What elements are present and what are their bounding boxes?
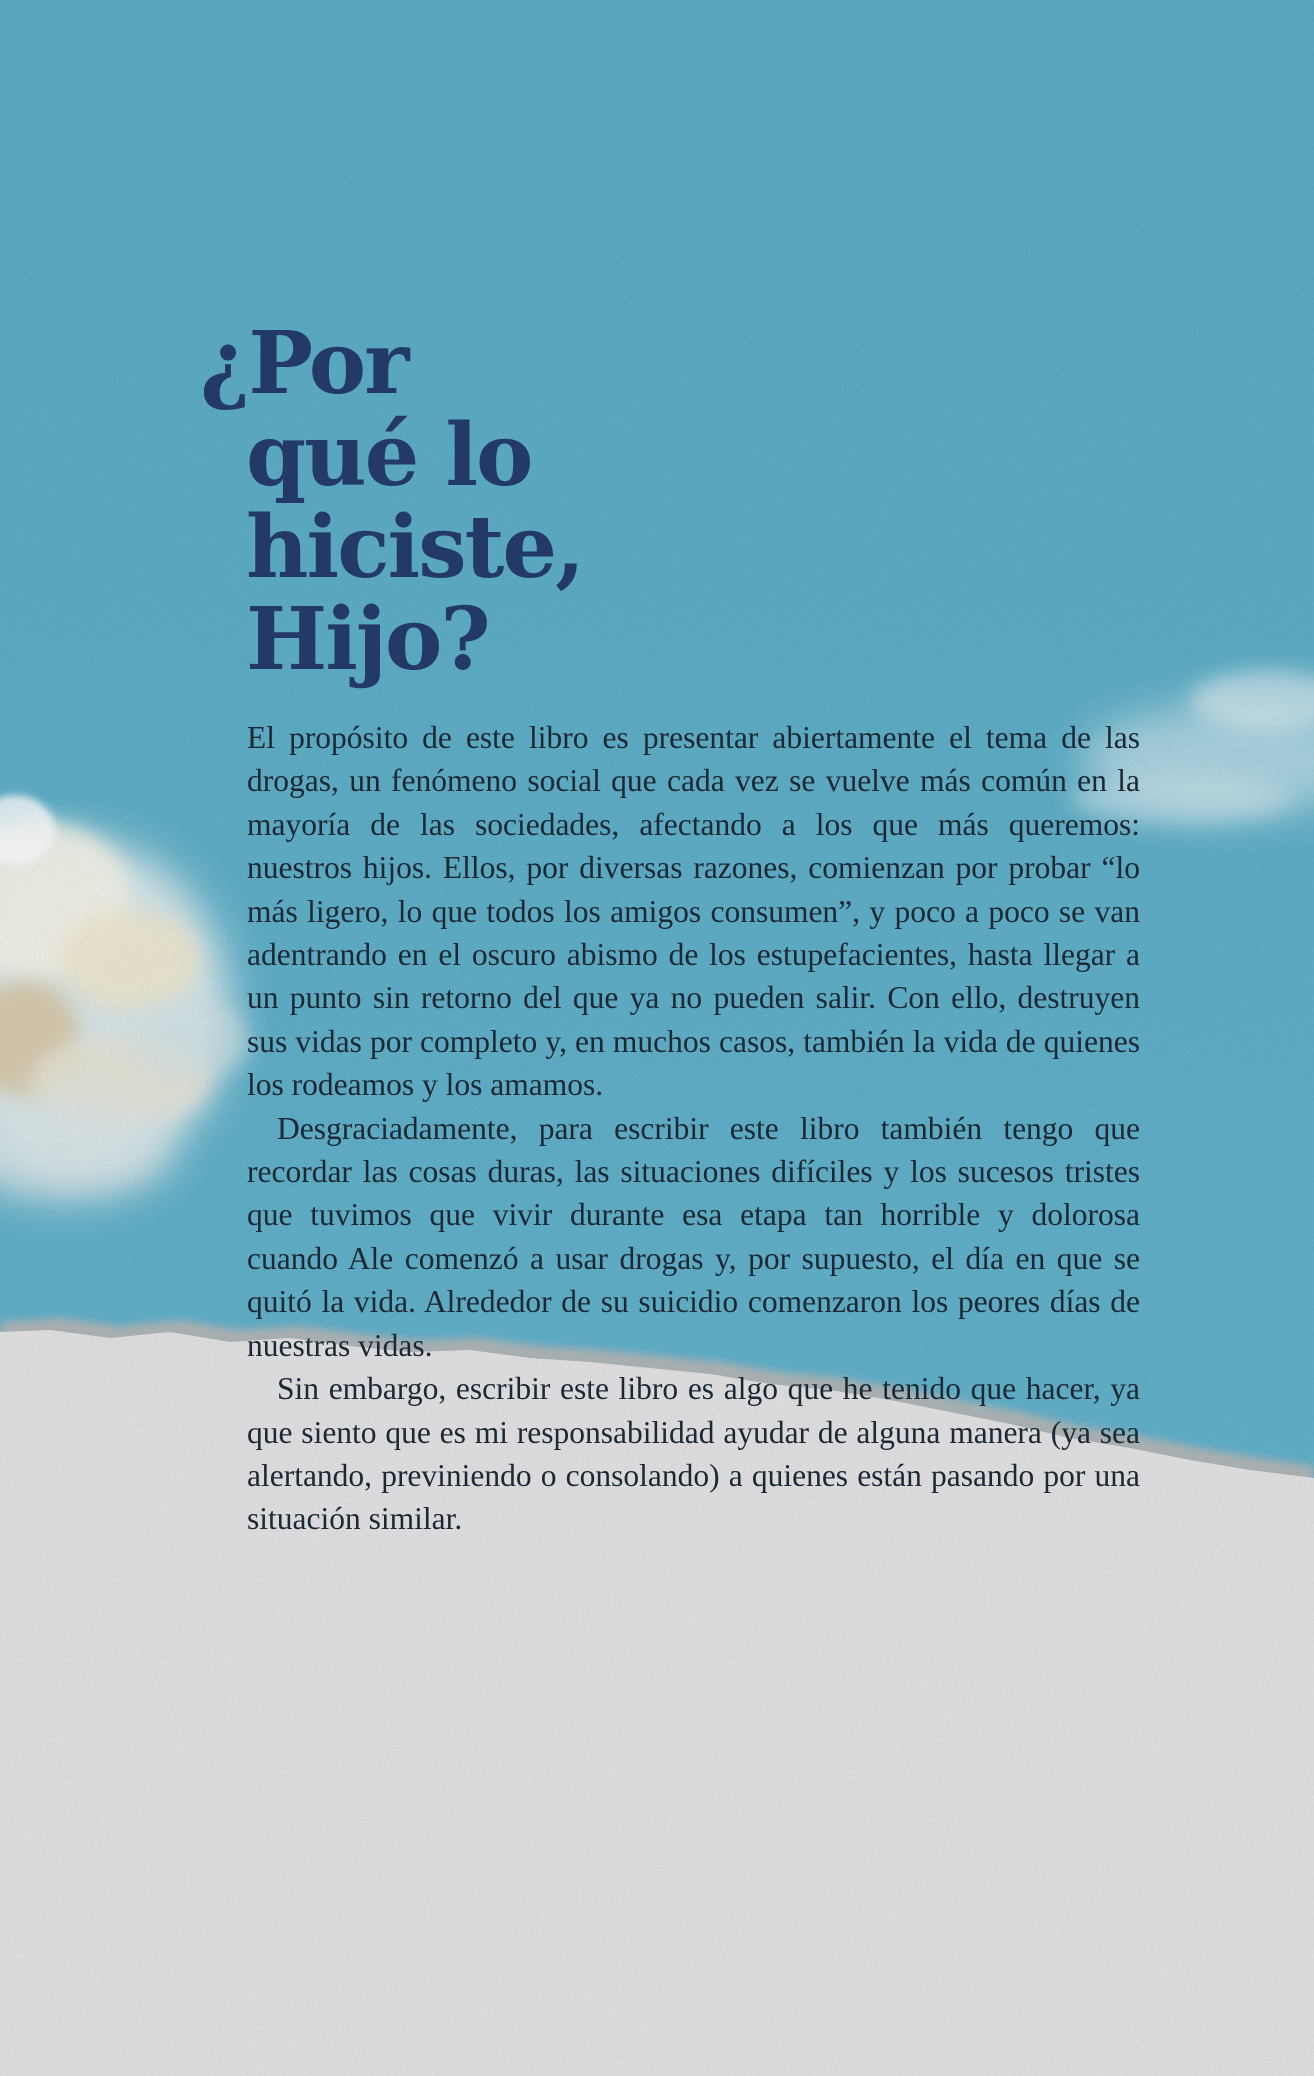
title-line-4: Hijo?	[246, 589, 489, 690]
body-text	[247, 716, 1140, 1541]
title-line-2: qué lo	[246, 405, 532, 506]
title-line-3: hiciste,	[246, 497, 584, 598]
paragraph-3: Sin embargo, escribir este libro es algo que he tenido que hacer, ya que siento que es mi responsabilidad ayudar de alguna manera (ya sea alertando, previniendo o consolando) a quienes están pasando por una situación similar.	[247, 1371, 1140, 1537]
title-line-1: ¿Por	[200, 313, 408, 414]
paragraph-2: Desgraciadamente, para escribir este libro también tengo que recordar las cosas duras, las situaciones difíciles y los sucesos tristes que tuvimos que vivir durante esa etapa tan horrible y dolorosa cuando Ale comenzó a usar drogas y, por supuesto, el día en que se quitó la vida. Alrededor de su suicidio comenzaron los peores días de nuestras vidas.	[247, 1110, 1140, 1363]
paragraph-1: El propósito de este libro es presentar abiertamente el tema de las drogas, un fenómeno social que cada vez se vuelve más común en la mayoría de las sociedades, afectando a los que más queremos: nuestros hijos. Ellos, por diversas razones, comienzan por probar “lo más ligero, lo que todos los amigos consumen”, y poco a poco se van adentrando en el oscuro abismo de los estupefacientes, hasta llegar a un punto sin retorno del que ya no pueden salir. Con ello, destruyen sus vidas por completo y, en muchos casos, también la vida de quienes los rodeamos y los amamos.	[247, 720, 1140, 1103]
page-title	[200, 313, 660, 690]
